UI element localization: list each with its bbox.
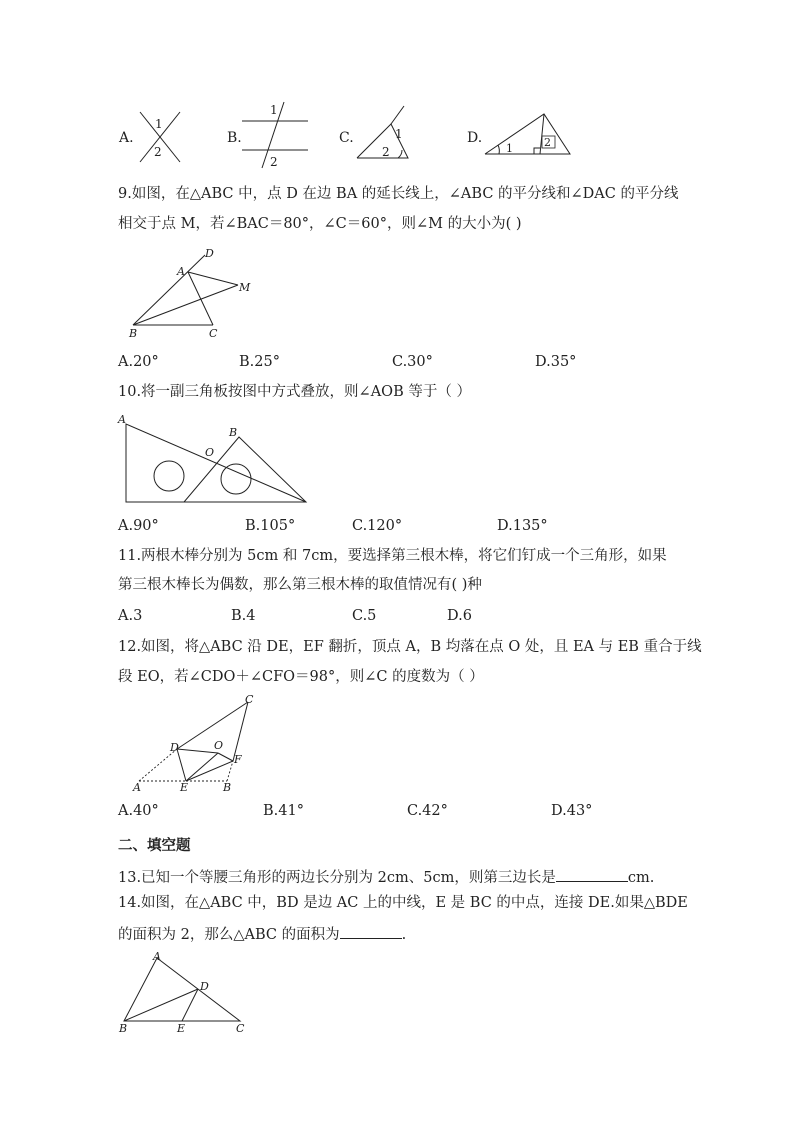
q10-option-b: B.105° [245,518,296,534]
q8-c-angle1: 1 [395,127,403,141]
q8-option-b-letter: B. [227,130,242,146]
q10-label-o: O [205,446,215,459]
q8-a-angle2: 2 [154,145,162,159]
q9-option-a: A.20° [118,354,159,370]
q9-option-b: B.25° [239,354,280,370]
q8-option-c-letter: C. [339,130,354,146]
q14-text-before: 的面积为 2，那么△ABC 的面积为 [118,927,340,943]
q12-label-e: E [180,781,189,794]
q8-option-a-figure [136,108,186,168]
q12-label-d: D [170,741,179,754]
q14-label-b: B [119,1022,128,1035]
q11-option-d: D.6 [447,608,472,624]
q9-label-m: M [239,281,251,294]
q14-label-e: E [177,1022,186,1035]
q9-line2: 相交于点 M，若∠BAC＝80°，∠C＝60°，则∠M 的大小为( ) [118,216,522,232]
q14-label-c: C [236,1022,245,1035]
q14-answer-blank[interactable] [340,924,402,939]
q8-option-d-letter: D. [467,130,483,146]
q8-a-angle1: 1 [155,117,163,131]
q10-option-c: C.120° [352,518,403,534]
q10-figure [116,410,316,510]
q14-line2 [118,924,406,945]
q9-label-a: A [177,265,185,278]
q8-b-angle2: 2 [270,155,278,169]
q14-label-a: A [153,950,161,963]
q11-line1: 11.两根木棒分别为 5cm 和 7cm，要选择第三根木棒，将它们钉成一个三角形，如果 [118,548,667,564]
q14-figure [116,950,256,1035]
q12-label-a: A [133,781,141,794]
q9-line1: 9.如图，在△ABC 中，点 D 在边 BA 的延长线上，∠ABC 的平分线和∠DAC 的平分线 [118,186,679,202]
q9-option-d: D.35° [535,354,577,370]
q11-option-c: C.5 [352,608,377,624]
q10-option-a: A.90° [118,518,159,534]
q10-label-a: A [118,413,126,426]
q14-text-after: . [401,927,407,943]
q14-label-d: D [200,980,209,993]
q13-answer-blank[interactable] [556,867,628,882]
q10-option-d: D.135° [497,518,548,534]
q8-option-a-letter: A. [119,130,134,146]
q8-option-c-figure [352,104,414,164]
q12-option-a: A.40° [118,803,159,819]
q13-text-before: 13.已知一个等腰三角形的两边长分别为 2cm、5cm，则第三边长是 [118,870,556,886]
q9-label-b: B [129,327,138,340]
q8-d-angle1: 1 [506,142,513,155]
q12-label-b: B [223,781,232,794]
q8-option-b-figure [240,100,312,172]
q12-line1: 12.如图，将△ABC 沿 DE，EF 翻折，顶点 A，B 均落在点 O 处，且 EA 与 EB 重合于线 [118,639,702,655]
q14-line1: 14.如图，在△ABC 中，BD 是边 AC 上的中线，E 是 BC 的中点，连接 DE.如果△BDE [118,895,688,911]
q13-line [118,867,654,888]
q12-label-f: F [234,753,242,766]
q10-label-b: B [229,426,238,439]
q12-option-b: B.41° [263,803,304,819]
q9-label-c: C [209,327,218,340]
q9-label-d: D [205,247,214,260]
q8-b-angle1: 1 [270,103,278,117]
q12-label-c: C [245,693,254,706]
q12-line2: 段 EO，若∠CDO＋∠CFO＝98°，则∠C 的度数为（ ） [118,669,484,685]
q12-option-d: D.43° [551,803,593,819]
q11-option-b: B.4 [231,608,256,624]
section-fill-in-title: 二、填空题 [118,838,191,854]
q9-figure [125,245,265,340]
q11-option-a: A.3 [118,608,143,624]
q13-text-after: cm. [627,870,655,886]
q11-line2: 第三根木棒长为偶数，那么第三根木棒的取值情况有( )种 [118,577,482,593]
q9-option-c: C.30° [392,354,433,370]
q10-line1: 10.将一副三角板按图中方式叠放，则∠AOB 等于（ ） [118,384,471,400]
q12-option-c: C.42° [407,803,448,819]
q8-c-angle2: 2 [382,145,390,159]
q8-option-d-figure [482,108,574,158]
q12-figure [130,693,260,795]
q8-d-angle2: 2 [544,136,551,149]
q12-label-o: O [214,739,224,752]
